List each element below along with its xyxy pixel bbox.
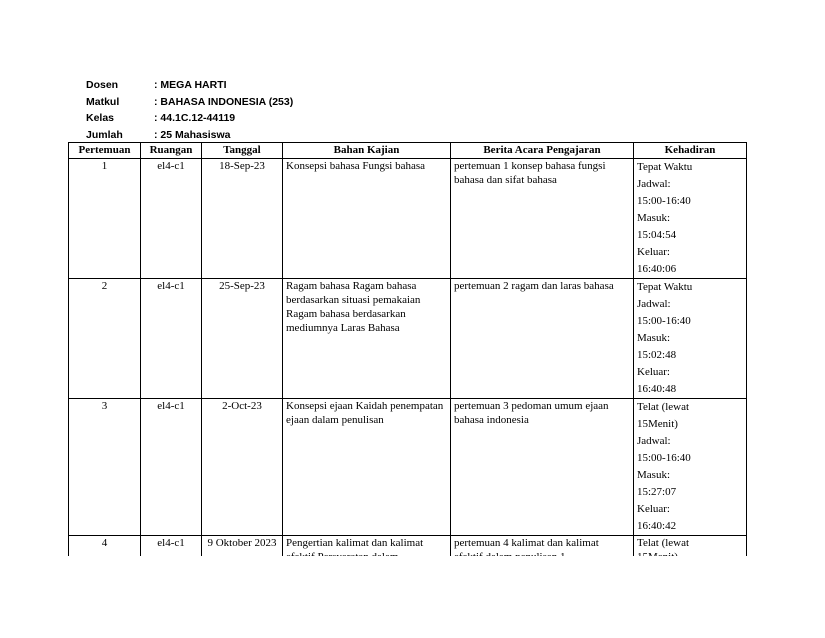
col-header-tanggal: Tanggal bbox=[202, 143, 283, 159]
cell-tanggal: 25-Sep-23 bbox=[202, 279, 283, 399]
dosen-row bbox=[86, 77, 293, 94]
cell-bahan-kajian: Pengertian kalimat dan kalimat bbox=[283, 536, 451, 567]
col-header-berita-acara: Berita Acara Pengajaran bbox=[451, 143, 634, 159]
col-header-pertemuan: Pertemuan bbox=[69, 143, 141, 159]
kehadiran-masuk-value: 15:02:48 bbox=[637, 349, 677, 361]
table-row bbox=[69, 159, 747, 279]
jumlah-row bbox=[86, 127, 293, 144]
cell-kehadiran bbox=[634, 399, 747, 536]
matkul-row bbox=[86, 94, 293, 111]
cell-pertemuan: 4 bbox=[69, 536, 141, 567]
kehadiran-keluar-label: Keluar: bbox=[637, 503, 670, 515]
cell-tanggal: 2-Oct-23 bbox=[202, 399, 283, 536]
kehadiran-keluar-value: 16:40:06 bbox=[637, 263, 677, 275]
attendance-table bbox=[68, 142, 747, 567]
table-header-row bbox=[69, 143, 747, 159]
col-header-bahan-kajian: Bahan Kajian bbox=[283, 143, 451, 159]
kelas-label: Kelas bbox=[86, 112, 115, 124]
kelas-row bbox=[86, 110, 293, 127]
kehadiran-status: Tepat Waktu bbox=[637, 161, 693, 173]
cell-bahan-kajian: Konsepsi ejaan Kaidah penempatan ejaan dalam penulisan bbox=[283, 399, 451, 536]
cell-berita-acara: pertemuan 3 pedoman umum ejaan bahasa indonesia bbox=[451, 399, 634, 536]
cell-pertemuan: 2 bbox=[69, 279, 141, 399]
kehadiran-jadwal-value: 15:00-16:40 bbox=[637, 195, 691, 207]
col-header-ruangan: Ruangan bbox=[141, 143, 202, 159]
cell-berita-acara: pertemuan 2 ragam dan laras bahasa bbox=[451, 279, 634, 399]
cell-ruangan: el4-c1 bbox=[141, 399, 202, 536]
dosen-label: Dosen bbox=[86, 79, 119, 91]
jumlah-value: : 25 Mahasiswa bbox=[154, 128, 231, 141]
dosen-value: : MEGA HARTI bbox=[154, 79, 227, 91]
matkul-value: : BAHASA INDONESIA (253) bbox=[154, 95, 294, 108]
cell-kehadiran bbox=[634, 159, 747, 279]
cell-ruangan: el4-c1 bbox=[141, 279, 202, 399]
table-row bbox=[69, 399, 747, 536]
kehadiran-masuk-label: Masuk: bbox=[637, 332, 670, 344]
document-header bbox=[86, 77, 293, 143]
kehadiran-keluar-value: 16:40:42 bbox=[637, 520, 677, 532]
kelas-value: : 44.1C.12-44119 bbox=[154, 112, 236, 124]
cell-ruangan: el4-c1 bbox=[141, 536, 202, 567]
kehadiran-jadwal-value: 15:00-16:40 bbox=[637, 315, 691, 327]
col-header-kehadiran: Kehadiran bbox=[634, 143, 747, 159]
kehadiran-masuk-label: Masuk: bbox=[637, 469, 670, 481]
kehadiran-keluar-label: Keluar: bbox=[637, 366, 670, 378]
cell-bahan-kajian: Ragam bahasa Ragam bahasa berdasarkan situasi pemakaian Ragam bahasa berdasarkan mediumnya Laras Bahasa bbox=[283, 279, 451, 399]
kehadiran-jadwal-label: Jadwal: bbox=[637, 435, 671, 447]
kehadiran-jadwal-label: Jadwal: bbox=[637, 298, 671, 310]
cell-pertemuan: 1 bbox=[69, 159, 141, 279]
kehadiran-masuk-value: 15:27:07 bbox=[637, 486, 677, 498]
cell-kehadiran bbox=[634, 279, 747, 399]
cell-berita-acara: pertemuan 1 konsep bahasa fungsi bahasa dan sifat bahasa bbox=[451, 159, 634, 279]
kehadiran-status: Telat (lewat bbox=[637, 401, 690, 413]
kehadiran-status: Tepat Waktu bbox=[637, 281, 693, 293]
cell-tanggal: 9 Oktober 2023 bbox=[202, 536, 283, 567]
kehadiran-jadwal-label: Jadwal: bbox=[637, 178, 671, 190]
jumlah-label: Jumlah bbox=[86, 128, 123, 141]
kehadiran-jadwal-value: 15:00-16:40 bbox=[637, 452, 691, 464]
kehadiran-masuk-value: 15:04:54 bbox=[637, 229, 677, 241]
matkul-label: Matkul bbox=[86, 95, 120, 108]
kehadiran-keluar-value: 16:40:48 bbox=[637, 383, 677, 395]
kehadiran-masuk-label: Masuk: bbox=[637, 212, 670, 224]
cell-tanggal: 18-Sep-23 bbox=[202, 159, 283, 279]
cell-pertemuan: 3 bbox=[69, 399, 141, 536]
kehadiran-status: Telat (lewat bbox=[637, 537, 690, 549]
table-row bbox=[69, 279, 747, 399]
page-cutoff bbox=[0, 556, 825, 638]
kehadiran-keluar-label: Keluar: bbox=[637, 246, 670, 258]
cell-bahan-kajian: Konsepsi bahasa Fungsi bahasa bbox=[283, 159, 451, 279]
cell-berita-acara: pertemuan 4 kalimat dan kalimat bbox=[451, 536, 634, 567]
cell-ruangan: el4-c1 bbox=[141, 159, 202, 279]
kehadiran-status-detail: 15Menit) bbox=[637, 418, 678, 430]
